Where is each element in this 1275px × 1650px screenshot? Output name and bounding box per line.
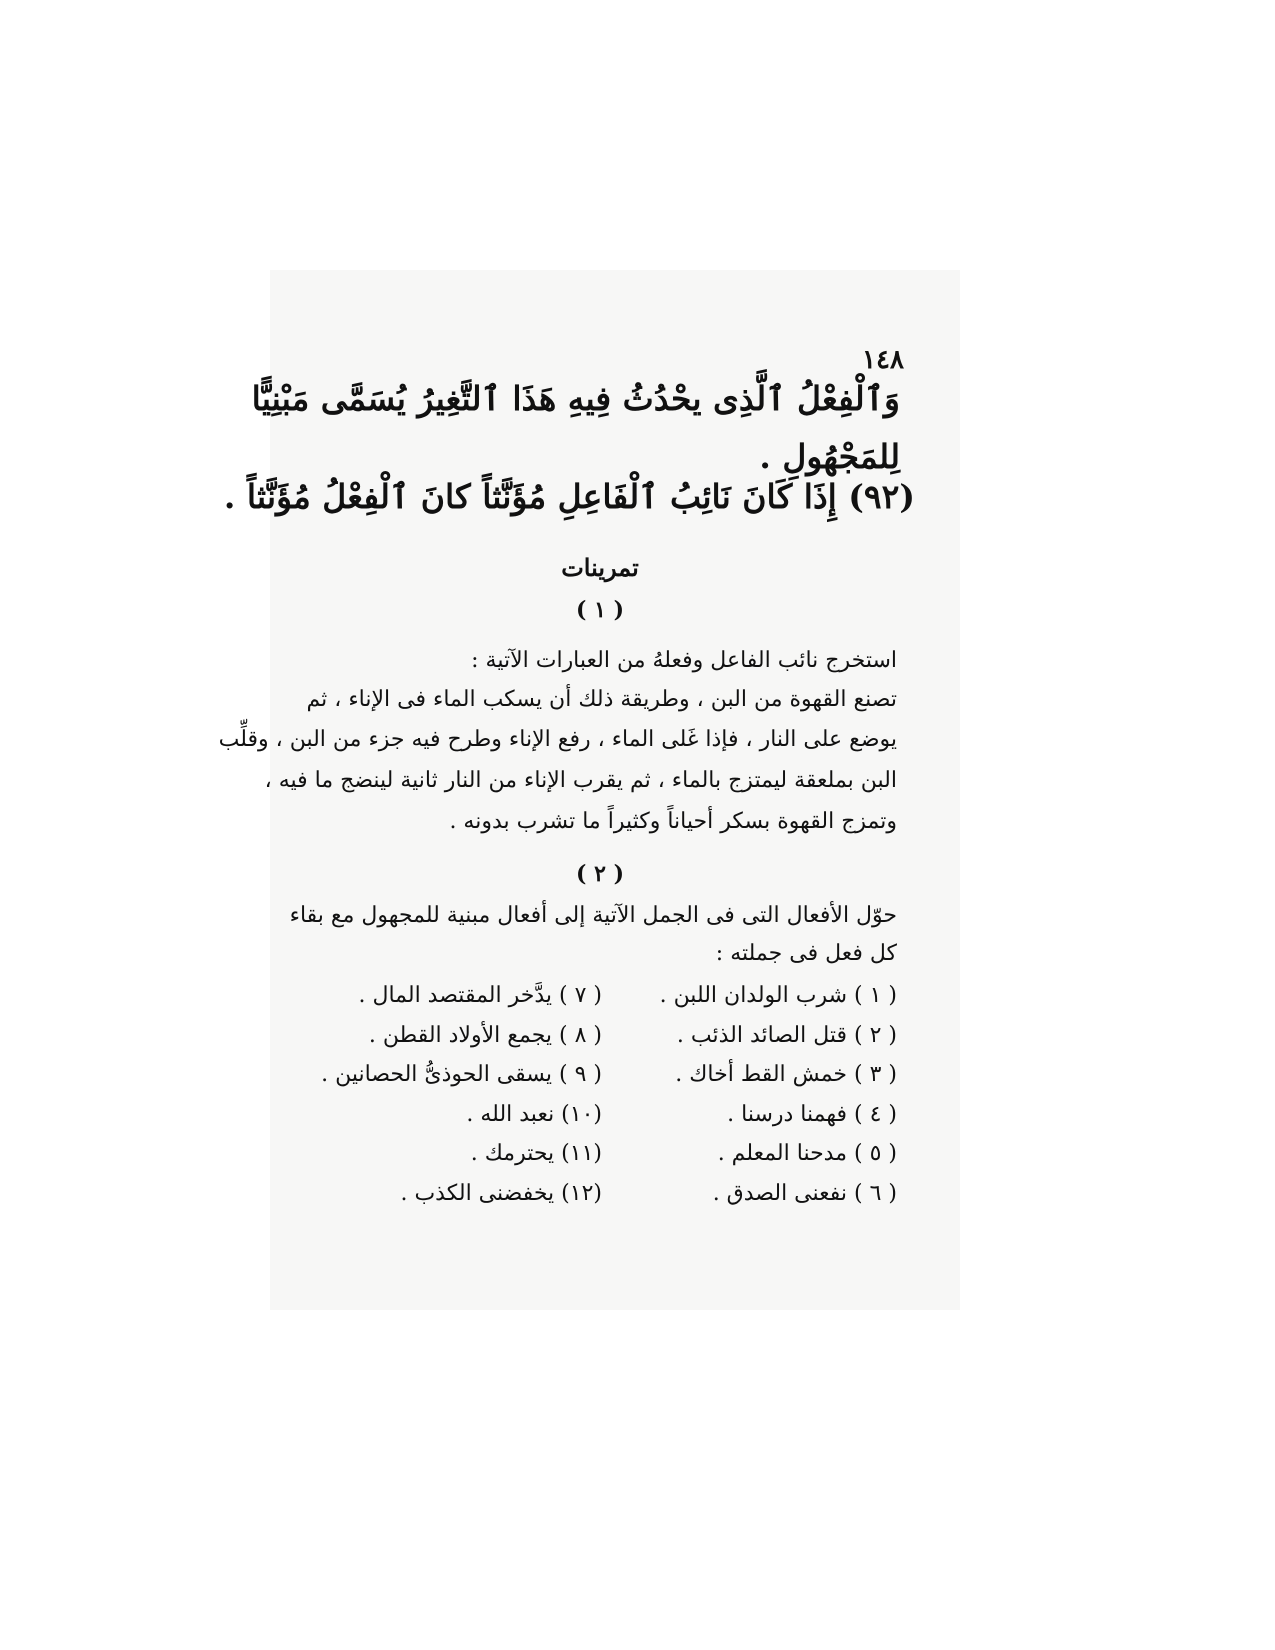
exercise-2-list-left: [302, 985, 602, 1222]
exercise-1-line: وتمزج القهوة بسكر أحياناً وكثيراً ما تشرب بدونه .: [449, 809, 897, 834]
section-title: تمرينات: [561, 553, 639, 582]
rule-92: (٩٢) إِذَا كَانَ نَائِبُ ٱلْفَاعِلِ مُؤَنَّثاً كانَ ٱلْفِعْلُ مُؤَنَّثاً .: [223, 477, 915, 516]
list-item: ( ٧ ) يدَّخر المقتصد المال .: [358, 983, 602, 1008]
list-item: (١٢) يخفضنى الكذب .: [400, 1180, 602, 1206]
exercise-1-line: يوضع على النار ، فإذا غَلى الماء ، رفع الإناء وطرح فيه جزء من البن ، وقلِّب: [218, 727, 897, 752]
list-item: (١١) يحترمك .: [470, 1141, 602, 1166]
exercise-2-instruction: حوّل الأفعال التى فى الجمل الآتية إلى أفعال مبنية للمجهول مع بقاء: [289, 903, 897, 928]
exercise-2-instruction: كل فعل فى جملته :: [715, 941, 897, 966]
list-item: ( ٥ ) مدحنا المعلم .: [717, 1141, 897, 1166]
list-item: ( ٤ ) فهمنا درسنا .: [727, 1101, 897, 1127]
page-number: ١٤٨: [862, 345, 904, 375]
exercise-1-instruction: استخرج نائب الفاعل وفعلهُ من العبارات الآتية :: [471, 648, 897, 673]
list-item: ( ١ ) شرب الولدان اللبن .: [659, 983, 897, 1008]
list-item: (١٠) نعبد الله .: [466, 1101, 602, 1127]
list-item: ( ٣ ) خمش القط أخاك .: [675, 1062, 897, 1087]
list-item: ( ٩ ) يسقى الحوذىُّ الحصانين .: [321, 1062, 602, 1087]
rule-line-2: لِلمَجْهُولِ .: [759, 437, 900, 476]
exercise-1-number: ( ١ ): [576, 597, 624, 623]
rule-line-1: وَٱلْفِعْلُ ٱلَّذِى يحْدُثُ فِيهِ هَذَا ٱلتَّغِيرُ يُسَمَّى مَبْنِيًّا: [251, 379, 900, 418]
exercise-1-line: البن بملعقة ليمتزج بالماء ، ثم يقرب الإناء من النار ثانية لينضج ما فيه ،: [264, 768, 897, 793]
list-item: ( ٢ ) قتل الصائد الذئب .: [676, 1022, 897, 1048]
exercise-1-line: تصنع القهوة من البن ، وطريقة ذلك أن يسكب الماء فى الإناء ، ثم: [306, 687, 897, 712]
list-item: ( ٦ ) نفعنى الصدق .: [712, 1180, 897, 1206]
exercise-2-number: ( ٢ ): [576, 861, 624, 887]
exercise-2-list-right: [597, 985, 897, 1222]
list-item: ( ٨ ) يجمع الأولاد القطن .: [368, 1022, 602, 1048]
